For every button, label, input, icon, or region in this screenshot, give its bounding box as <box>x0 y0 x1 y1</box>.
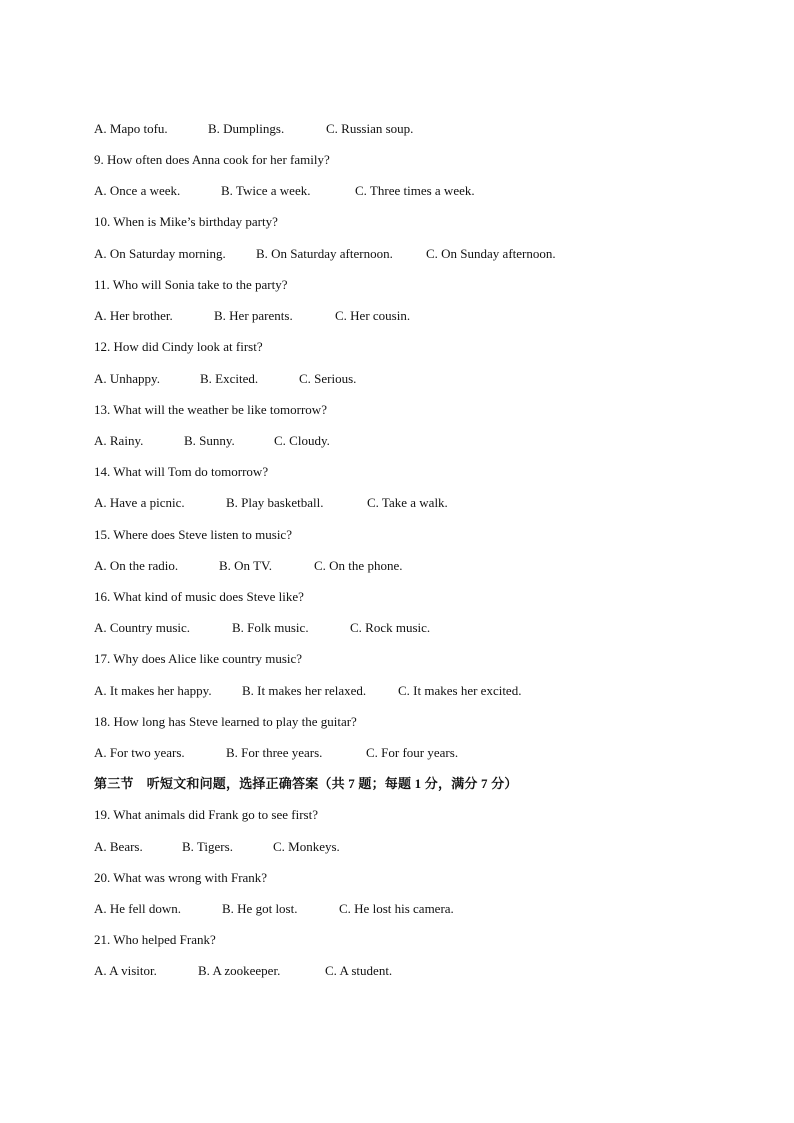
option-c: C. On the phone. <box>314 558 403 573</box>
option-b: B. Folk music. <box>232 620 309 635</box>
option-c: C. Russian soup. <box>326 121 414 136</box>
option-a: A. Rainy. <box>94 433 144 448</box>
option-a: A. On the radio. <box>94 558 179 573</box>
question-14: 14. What will Tom do tomorrow? <box>94 464 269 479</box>
option-b: B. He got lost. <box>222 901 298 916</box>
option-a: A. He fell down. <box>94 901 182 916</box>
option-c: C. Her cousin. <box>335 308 411 323</box>
option-b: B. Twice a week. <box>221 183 311 198</box>
question-18: 18. How long has Steve learned to play the guitar? <box>94 714 357 729</box>
option-b: B. A zookeeper. <box>198 963 281 978</box>
option-c: C. He lost his camera. <box>339 901 454 916</box>
option-c: C. Cloudy. <box>274 433 330 448</box>
option-a: A. A visitor. <box>94 963 157 978</box>
option-a: A. Unhappy. <box>94 371 160 386</box>
option-a: A. Her brother. <box>94 308 173 323</box>
option-a: A. Once a week. <box>94 183 181 198</box>
option-b: B. On Saturday afternoon. <box>256 246 393 261</box>
option-c: C. Take a walk. <box>367 495 448 510</box>
option-c: C. For four years. <box>366 745 459 760</box>
question-19: 19. What animals did Frank go to see first? <box>94 807 318 822</box>
option-c: C. A student. <box>325 963 393 978</box>
section-header: 第三节 听短文和问题，选择正确答案（共 7 题；每题 1 分，满分 7 分） <box>94 776 518 791</box>
question-10: 10. When is Mike’s birthday party? <box>94 214 278 229</box>
question-17: 17. Why does Alice like country music? <box>94 651 303 666</box>
option-a: A. Have a picnic. <box>94 495 185 510</box>
option-b: B. Tigers. <box>182 839 233 854</box>
option-b: B. Excited. <box>200 371 259 386</box>
question-21: 21. Who helped Frank? <box>94 932 216 947</box>
question-11: 11. Who will Sonia take to the party? <box>94 277 288 292</box>
option-b: B. Dumplings. <box>208 121 285 136</box>
option-a: A. For two years. <box>94 745 185 760</box>
question-15: 15. Where does Steve listen to music? <box>94 527 292 542</box>
option-b: B. Sunny. <box>184 433 235 448</box>
option-c: C. It makes her excited. <box>398 683 522 698</box>
option-b: B. Play basketball. <box>226 495 324 510</box>
option-b: B. On TV. <box>219 558 272 573</box>
option-a: A. It makes her happy. <box>94 683 212 698</box>
question-12: 12. How did Cindy look at first? <box>94 339 263 354</box>
question-9: 9. How often does Anna cook for her family? <box>94 152 330 167</box>
option-b: B. For three years. <box>226 745 323 760</box>
option-a: A. Country music. <box>94 620 191 635</box>
option-b: B. It makes her relaxed. <box>242 683 367 698</box>
option-c: C. Rock music. <box>350 620 431 635</box>
option-c: C. On Sunday afternoon. <box>426 246 556 261</box>
option-a: A. On Saturday morning. <box>94 246 226 261</box>
option-a: A. Mapo tofu. <box>94 121 168 136</box>
question-13: 13. What will the weather be like tomorrow? <box>94 402 327 417</box>
question-16: 16. What kind of music does Steve like? <box>94 589 304 604</box>
option-a: A. Bears. <box>94 839 143 854</box>
option-c: C. Serious. <box>299 371 357 386</box>
option-c: C. Three times a week. <box>355 183 475 198</box>
question-20: 20. What was wrong with Frank? <box>94 870 268 885</box>
option-b: B. Her parents. <box>214 308 293 323</box>
option-c: C. Monkeys. <box>273 839 340 854</box>
